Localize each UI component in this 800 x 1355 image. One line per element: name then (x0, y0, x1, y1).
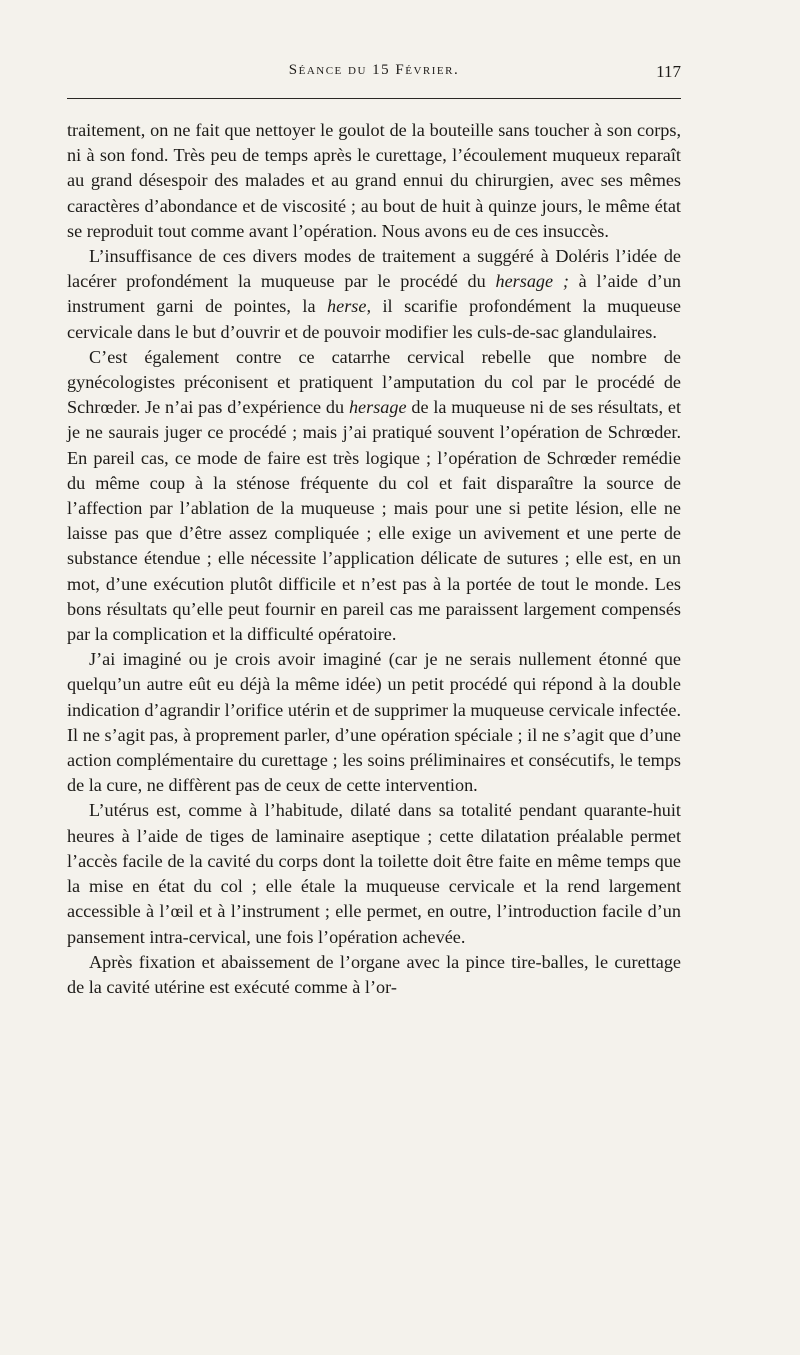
header-rule (67, 98, 681, 99)
paragraph-3 (67, 345, 681, 647)
paragraph-2 (67, 244, 681, 345)
paragraph-3-italic-hersage: hersage (348, 397, 407, 418)
page-header (67, 62, 681, 92)
page-number: 117 (656, 62, 681, 81)
paragraph-5: L’utérus est, comme à l’habitude, dilaté dans sa totalité pendant quarante-huit heures à l’aide de tiges de laminaire aseptique ; cette dilatation préalable permet l’accès facile de la cavité du corps dont la toilette doit être faite en même temps que la mise en état du col ; elle étale la muqueuse cervicale et la rend largement accessible à l’œil et à l’instrument ; elle permet, en outre, l’introduction facile d’un pansement intra-cervical, une fois l’opération achevée. (67, 800, 681, 947)
paragraph-3-part-b: de la muqueuse ni de ses résultats, et je ne saurais juger ce procédé ; mais j’ai pratiqué souvent l’opération de Schrœder. En pareil cas, ce mode de faire est très logique ; l’opération de Schrœder remédie du même coup à la sténose fréquente du col et fait disparaître la source de l’affection par l’ablation de la muqueuse ; mais pour une si petite lésion, elle ne laisse pas que d’être assez compliquée ; elle exige un avivement et une perte de substance étendue ; elle nécessite l’application délicate de sutures ; elle est, en un mot, d’une exécution plutôt difficile et n’est pas à la portée de tout le monde. Les bons résultats qu’elle peut fournir en pareil cas me paraissent largement compensés par la complication et la difficulté opératoire. (67, 397, 681, 645)
paragraph-2-italic-herse: herse, (327, 296, 371, 317)
running-title-month: Février. (395, 62, 460, 78)
paragraph-4: J’ai imaginé ou je crois avoir imaginé (car je ne serais nullement étonné que quelqu’un autre eût eu déjà la même idée) un petit procédé qui répond à la double indication d’agrandir l’orifice utérin et de supprimer la muqueuse cervicale infectée. Il ne s’agit pas, à proprement parler, d’une opération spéciale ; il ne s’agit que d’une action complémentaire du curettage ; les soins préliminaires et consécutifs, le temps de la cure, ne diffèrent pas de ceux de cette intervention. (67, 649, 681, 796)
running-title (67, 62, 681, 79)
paragraph-2-part-b: à l’aide d’un instrument garni de pointes, la (67, 271, 682, 317)
paragraph-6: Après fixation et abaissement de l’organe avec la pince tire-balles, le curettage de la cavité utérine est exécuté comme à l’or- (67, 951, 681, 997)
paragraph-2-part-a: L’insuffisance de ces divers modes de traitement a suggéré à Doléris l’idée de lacérer profondément la muqueuse par le procédé du (67, 246, 681, 292)
paragraph-2-italic-hersage: hersage ; (495, 271, 569, 292)
running-title-prefix: Séance du (288, 62, 367, 78)
paragraph-2-part-c: il scarifie profondément la muqueuse cervicale dans le but d’ouvrir et de pouvoir modifier les culs-de-sac glandulaires. (67, 296, 682, 342)
paragraph-3-part-a: C’est également contre ce catarrhe cervical rebelle que nombre de gynécologistes préconisent et pratiquent l’amputation du col par le procédé de Schrœder. Je n’ai pas d’expérience du (67, 346, 681, 418)
running-title-day: 15 (372, 62, 391, 78)
paragraph-1: traitement, on ne fait que nettoyer le goulot de la bouteille sans toucher à son corps, ni à son fond. Très peu de temps après le curettage, l’écoulement muqueux reparaît au grand désespoir des malades et au grand ennui du chirurgien, avec ses mêmes caractères d’abondance et de viscosité ; au bout de huit à quinze jours, le même état se reproduit tout comme avant l’opération. Nous avons eu de ces insuccès. (67, 120, 681, 241)
body-text (67, 118, 681, 1000)
